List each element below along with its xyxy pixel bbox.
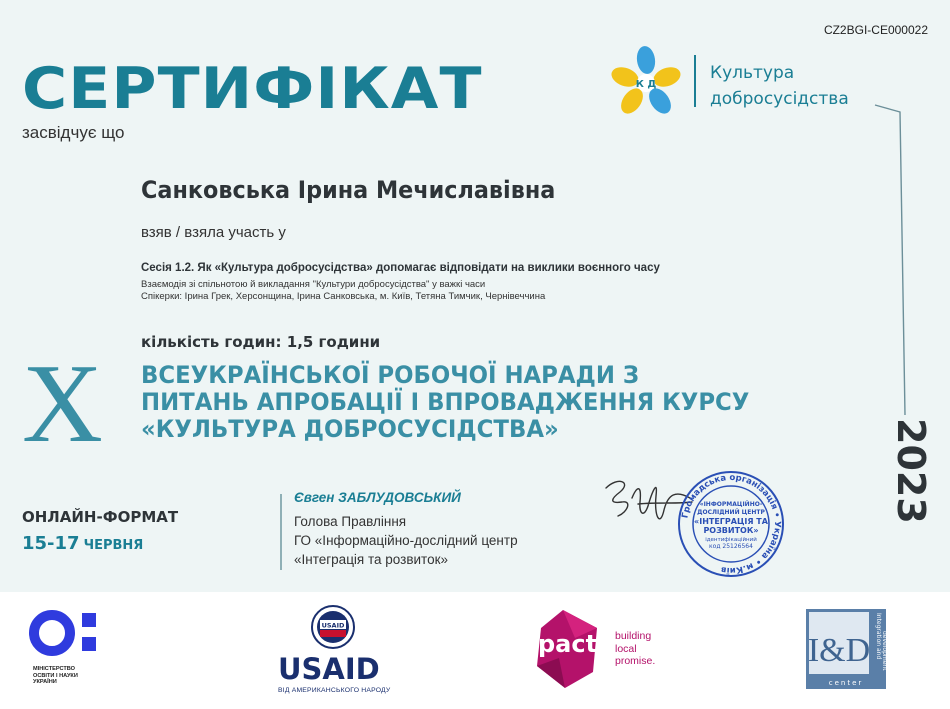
stamp-code-label: ідентифікаційний bbox=[705, 537, 757, 543]
pact-tag-2: local bbox=[615, 642, 637, 655]
certificate-title: СЕРТИФІКАТ bbox=[22, 56, 483, 122]
culture-logo-icon bbox=[612, 45, 682, 117]
idc-bottom-text: center bbox=[828, 679, 864, 687]
certificate-subtitle: засвідчує що bbox=[22, 123, 125, 142]
signer-name: Євген ЗАБЛУДОВСЬКИЙ bbox=[294, 490, 461, 505]
logo-mark-letters: К Д bbox=[635, 79, 657, 90]
year: 2023 bbox=[889, 418, 933, 524]
logo-text bbox=[710, 60, 849, 112]
usaid-wordmark bbox=[278, 652, 380, 686]
hours-count: кількість годин: 1,5 години bbox=[141, 333, 381, 351]
idc-logo-icon bbox=[806, 609, 886, 689]
stamp-line-1: «ІНФОРМАЦІЙНО- bbox=[699, 501, 763, 508]
session-title: Сесія 1.2. Як «Культура добросусідства» допомагає відповідати на виклики воєнного часу bbox=[141, 262, 660, 274]
stamp-line-4: РОЗВИТОК» bbox=[703, 526, 759, 535]
official-stamp-icon bbox=[676, 468, 786, 580]
logo-line-2: добросусідства bbox=[710, 89, 849, 109]
pact-tagline bbox=[615, 630, 655, 668]
ministry-name bbox=[33, 666, 78, 686]
session-speakers: Спікерки: Ірина Грек, Херсонщина, Ірина Санковська, м. Київ, Тетяна Тимчик, Чернівеччина bbox=[141, 291, 546, 302]
usaid-wordmark-text: USAID bbox=[278, 652, 380, 686]
pact-tag-1: building bbox=[615, 630, 652, 642]
event-dates bbox=[22, 533, 143, 554]
idc-side-1: Integration and bbox=[875, 613, 882, 660]
conference-line-1: ВСЕУКРАЇНСЬКОЇ РОБОЧОЇ НАРАДИ З bbox=[141, 361, 640, 389]
conference-name bbox=[141, 362, 749, 443]
pact-wordmark: pact bbox=[538, 630, 598, 658]
conference-line-3: «КУЛЬТУРА ДОБРОСУСІДСТВА» bbox=[141, 415, 559, 443]
participation-text: взяв / взяла участь у bbox=[141, 224, 286, 241]
usaid-tagline: ВІД АМЕРИКАНСЬКОГО НАРОДУ bbox=[278, 687, 391, 694]
conference-line-2: ПИТАНЬ АПРОБАЦІЇ І ВПРОВАДЖЕННЯ КУРСУ bbox=[141, 388, 750, 416]
stamp-code: код 25126564 bbox=[709, 543, 753, 550]
stamp-line-3: «ІНТЕГРАЦІЯ ТА bbox=[694, 517, 768, 526]
event-days: 15-17 bbox=[22, 533, 80, 554]
logo-line-1: Культура bbox=[710, 63, 795, 83]
usaid-seal-text: USAID bbox=[321, 621, 345, 630]
signer-position: Голова Правління bbox=[294, 514, 407, 529]
idc-monogram: I&D bbox=[807, 632, 871, 669]
pact-tag-3: promise. bbox=[615, 655, 656, 667]
ministry-line-2: ОСВІТИ І НАУКИ bbox=[33, 672, 78, 679]
session-topic: Взаємодія зі спільнотою й викладання "Культури добросусідства" у важкі часи bbox=[141, 279, 486, 290]
logo-divider bbox=[694, 55, 696, 107]
ministry-line-1: МІНІСТЕРСТВО bbox=[33, 666, 76, 672]
ministry-line-3: УКРАЇНИ bbox=[33, 679, 57, 686]
event-month: ЧЕРВНЯ bbox=[83, 538, 144, 553]
signer-org-line-2: «Інтеграція та розвиток» bbox=[294, 552, 448, 567]
idc-side-2: development bbox=[881, 631, 888, 671]
signer-org-line-1: ГО «Інформаційно-дослідний центр bbox=[294, 533, 518, 548]
certificate-serial: CZ2BGI-CE000022 bbox=[823, 23, 928, 37]
event-format: ОНЛАЙН-ФОРМАТ bbox=[22, 508, 179, 526]
roman-numeral: X bbox=[22, 342, 103, 466]
stamp-outer-text: Громадська організація • Україна • м.Київ bbox=[680, 472, 783, 576]
stamp-line-2: ДОСЛІДНИЙ ЦЕНТР bbox=[697, 509, 765, 516]
signature-divider bbox=[280, 494, 282, 570]
recipient-name: Санковська Ірина Мечиславівна bbox=[141, 176, 556, 204]
